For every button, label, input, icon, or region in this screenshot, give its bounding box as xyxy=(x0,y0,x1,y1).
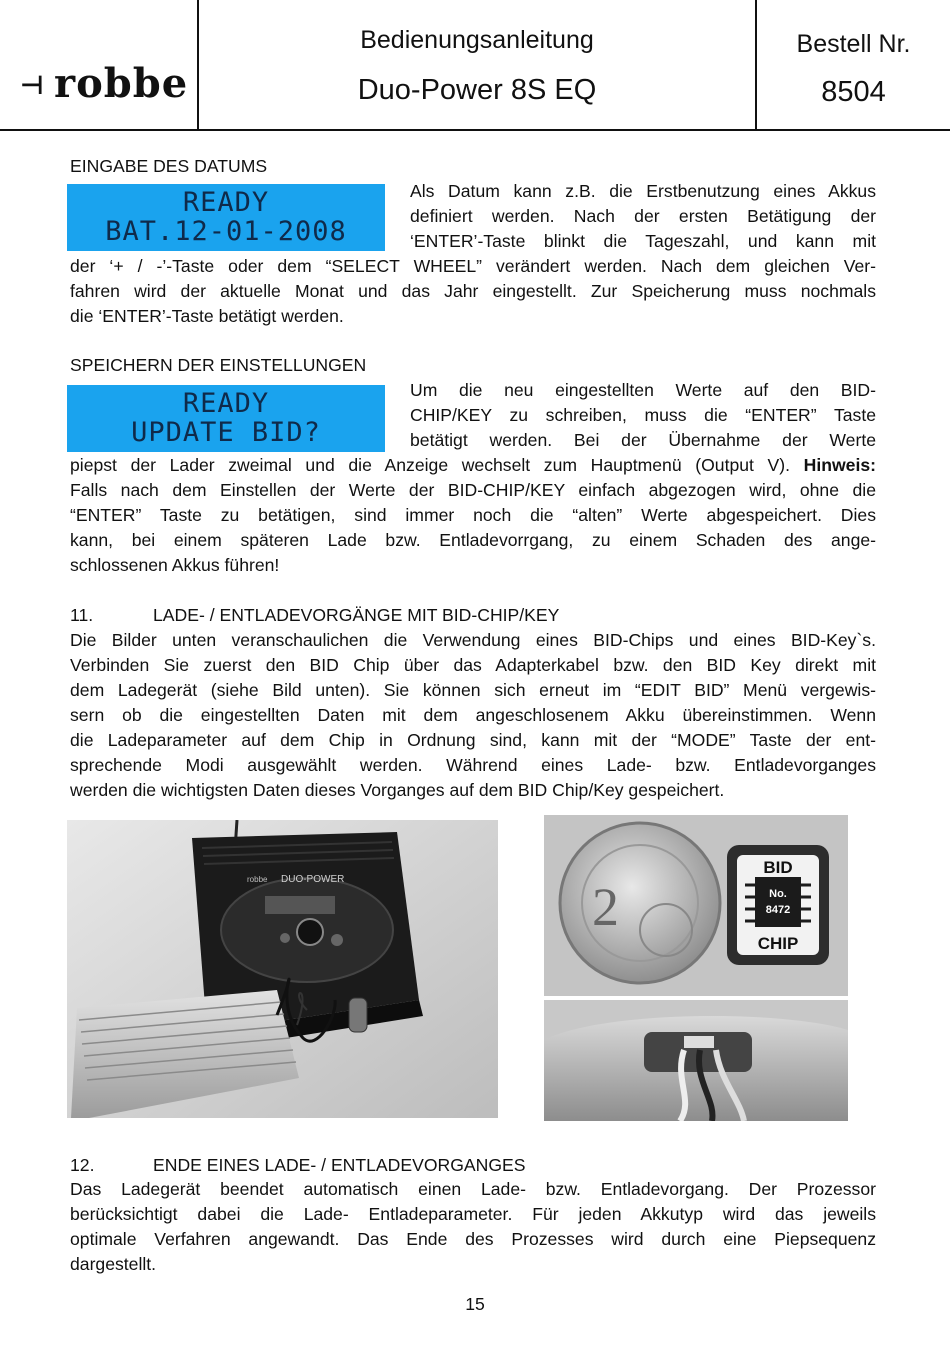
bid-key xyxy=(349,998,367,1032)
logo-cell xyxy=(0,0,199,129)
chip-no-label: No. xyxy=(769,888,787,900)
robbe-logo xyxy=(20,60,189,107)
page-number: 15 xyxy=(465,1294,485,1314)
text-line: CHIP/KEY zu schreiben, muss die “ENTER” Taste xyxy=(410,405,876,425)
order-cell xyxy=(757,0,950,129)
select-wheel-icon xyxy=(297,919,323,945)
section-12-heading xyxy=(70,1153,526,1178)
section-save-heading: SPEICHERN DER EINSTELLUNGEN xyxy=(70,355,367,375)
text-line: die Ladeparameter auf dem Chip in Ordnung sind, kann mit der “MODE” Taste der ent- xyxy=(70,730,876,750)
text-line: “ENTER” Taste zu betätigen, sind immer noch die “alten” Werte abgespeichert. Dies xyxy=(70,505,876,525)
text-line: schlossenen Akkus führen! xyxy=(70,555,280,575)
doc-type: Bedienungsanleitung xyxy=(360,26,594,54)
section-save-side-text xyxy=(410,378,876,453)
line-text: piepst der Lader zweimal und die Anzeige wechselt zum Hauptmenü (Output V). xyxy=(70,455,804,475)
coin-chip-photo xyxy=(544,815,848,996)
text-line: Die Bilder unten veranschaulichen die Verwendung eines BID-Chips und eines BID-Key`s. xyxy=(70,630,876,650)
chip-bottom-label: CHIP xyxy=(757,934,799,953)
text-line: sern ob die eingestellten Daten mit dem angeschlosenem Akku übereinstimmen. Wenn xyxy=(70,705,876,725)
section-save-body xyxy=(70,453,876,578)
text-line: Um die neu eingestellten Werte auf den BID- xyxy=(410,380,876,400)
text-line: werden die wichtigsten Daten dieses Vorganges auf dem BID Chip/Key gespeichert. xyxy=(70,780,725,800)
text-line: optimale Verfahren angewandt. Das Ende des Prozesses wird durch eine Piepsequenz xyxy=(70,1229,876,1249)
charger-photo-graphic xyxy=(67,820,498,1118)
chip-number: 8472 xyxy=(765,904,791,916)
lcd-line-2: BAT.12-01-2008 xyxy=(105,216,347,247)
order-number: 8504 xyxy=(821,76,886,108)
note-label: Hinweis: xyxy=(803,455,876,475)
coin-icon xyxy=(560,823,720,983)
text-line: betätigt werden. Bei der Übernahme der Werte xyxy=(410,430,876,450)
text-line: definiert werden. Nach der ersten Betätigung der xyxy=(410,206,876,226)
charger-model-label: DUO-POWER xyxy=(281,874,345,885)
text-line: Falls nach dem Einstellen der Werte der BID-CHIP/KEY einfach abgezogen wird, ohne die xyxy=(70,480,876,500)
doc-title: Duo-Power 8S EQ xyxy=(357,74,597,106)
section-12-body xyxy=(70,1177,876,1277)
section-date-heading: EINGABE DES DATUMS xyxy=(70,156,268,176)
battery-connector-graphic xyxy=(544,1000,848,1121)
section-date-side-text xyxy=(410,179,876,254)
charger-lcd xyxy=(265,896,335,914)
text-line: dargestellt. xyxy=(70,1254,157,1274)
battery-connector-photo xyxy=(544,1000,848,1121)
lcd-line-1: READY xyxy=(182,388,270,419)
text-line: kann, bei einem späteren Lade bzw. Entladevorrgang, zu einem Schaden des ange- xyxy=(70,530,876,550)
document-header xyxy=(0,0,950,131)
text-line: ‘ENTER’-Taste blinkt die Tageszahl, und kann mit xyxy=(410,231,876,251)
text-line: die ‘ENTER’-Taste betätigt werden. xyxy=(70,306,344,326)
text-line: Als Datum kann z.B. die Erstbenutzung eines Akkus xyxy=(410,181,876,201)
lcd-date-display xyxy=(67,184,385,251)
charger-brand-label: robbe xyxy=(247,875,268,884)
text-line: dem Ladegerät (siehe Bild unten). Sie können sich erneut im “EDIT BID” Menü vergewis- xyxy=(70,680,876,700)
section-11-heading xyxy=(70,603,559,628)
text-line: berücksichtigt dabei die Lade- Entladeparameter. Für jeden Akkutyp wird das jeweils xyxy=(70,1204,876,1224)
coin-chip-photo-graphic xyxy=(544,815,848,996)
title-cell xyxy=(199,0,757,129)
section-11-body xyxy=(70,628,876,803)
section-number: 11. xyxy=(70,605,94,625)
section-title: ENDE EINES LADE- / ENTLADEVORGANGES xyxy=(153,1155,526,1175)
lcd-save-display xyxy=(67,385,385,452)
section-title: LADE- / ENTLADEVORGÄNGE MIT BID-CHIP/KEY xyxy=(153,605,560,625)
chip-title: BID xyxy=(763,858,793,877)
text-line: sprechende Modi ausgewählt werden. Während eines Lade- bzw. Entladevorganges xyxy=(70,755,876,775)
logo-arrow-icon: ⊣ xyxy=(20,70,44,100)
section-date-body xyxy=(70,254,876,329)
section-number: 12. xyxy=(70,1155,95,1175)
charger-photo xyxy=(67,820,498,1118)
text-line: Das Ladegerät beendet automatisch einen Lade- bzw. Entladevorgang. Der Prozessor xyxy=(70,1179,876,1199)
order-label: Bestell Nr. xyxy=(796,30,911,58)
lcd-line-2: UPDATE BID? xyxy=(131,417,321,448)
logo-text: robbe xyxy=(54,60,189,107)
coin-value-glyph: 2 xyxy=(592,877,619,937)
text-line-with-note xyxy=(70,453,876,478)
text-line: Verbinden Sie zuerst den BID Chip über das Adapterkabel bzw. den BID Key direkt mit xyxy=(70,655,876,675)
text-line: der ‘+ / -’-Taste oder dem “SELECT WHEEL” verändert werden. Nach dem gleichen Ver- xyxy=(70,256,876,276)
lcd-line-1: READY xyxy=(182,187,270,218)
text-line: fahren wird der aktuelle Monat und das Jahr eingestellt. Zur Speicherung muss nochmals xyxy=(70,281,876,301)
